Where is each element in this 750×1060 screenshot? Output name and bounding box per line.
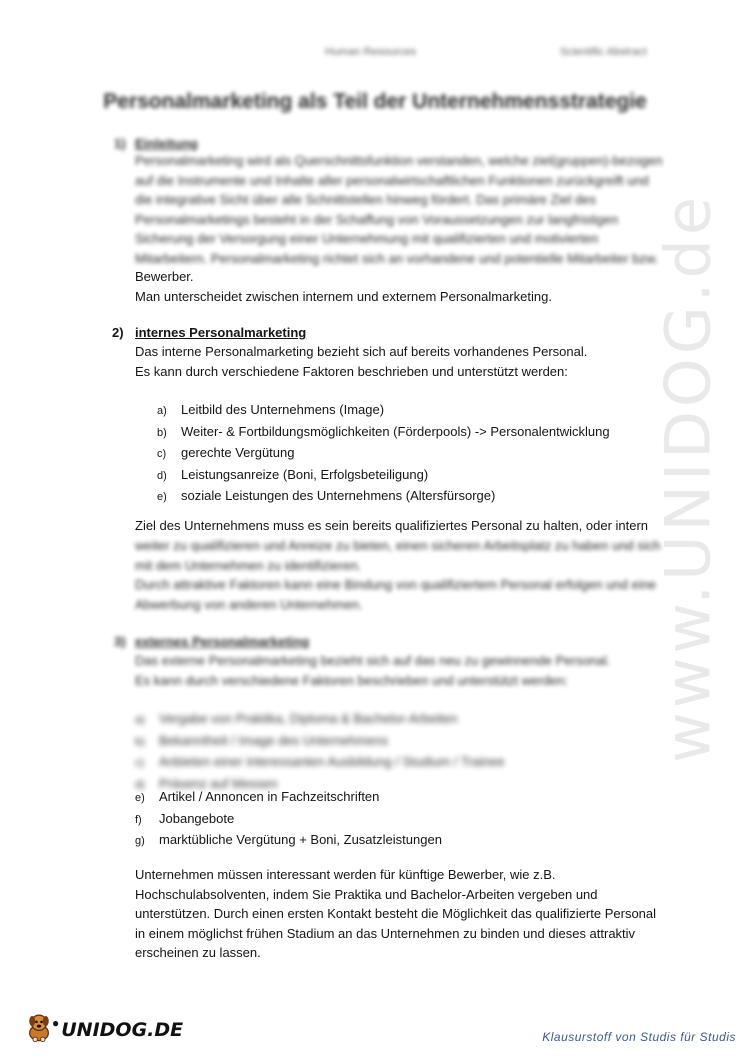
section-3-heading: externes Personalmarketing	[135, 634, 310, 649]
list-item	[157, 486, 677, 508]
header-right: Scientific Abstract	[560, 46, 647, 58]
text-line: auf die Instrumente und Inhalte aller personalwirtschaftlichen Funktionen zurückgreift und	[135, 172, 649, 188]
section-2-list	[157, 400, 677, 508]
logo-text: UNIDOG.DE	[61, 1018, 184, 1041]
list-text: Anbieten einer interessanten Ausbildung / Studium / Trainee	[159, 754, 505, 769]
list-marker: a)	[157, 405, 167, 417]
text-line: weiter zu qualifizieren und Anreize zu bieten, einen sicheren Arbeitsplatz zu haben und sich	[135, 538, 661, 553]
text-line: Mitarbeitern. Personalmarketing richtet sich an vorhandene und potentielle Mitarbeiter bzw.	[135, 250, 659, 266]
section-3-number: 3)	[114, 634, 126, 649]
text-line: Bewerber.	[135, 269, 194, 284]
unidog-logo[interactable]	[22, 1010, 183, 1049]
list-marker: f)	[135, 813, 142, 826]
list-text: gerechte Vergütung	[181, 445, 295, 460]
list-marker: b)	[135, 735, 145, 748]
list-item	[135, 830, 675, 852]
text-line: Es kann durch verschiedene Faktoren beschrieben und unterstützt werden:	[135, 672, 568, 688]
list-item	[157, 443, 677, 465]
list-item	[135, 731, 675, 753]
watermark: www.UNIDOG.de	[651, 193, 725, 763]
text-line: Das externe Personalmarketing bezieht sich auf das neu zu gewinnende Personal.	[135, 653, 611, 668]
list-text: Vergabe von Praktika, Diploma & Bachelor-Arbeiten	[159, 711, 458, 726]
text-line: Das interne Personalmarketing bezieht sich auf bereits vorhandenes Personal.	[135, 344, 588, 359]
text-line: mit dem Unternehmen zu identifizieren.	[135, 557, 362, 573]
section-1-blurred-text	[135, 151, 695, 268]
text-line: Personalmarketings besteht in der Schaffung von Voraussetzungen zur langfristigen	[135, 211, 619, 227]
list-text: Jobangebote	[159, 810, 235, 826]
list-item	[135, 709, 675, 731]
text-line: Durch attraktive Faktoren kann eine Bindung von qualifiziertem Personal erfolgen und eine	[135, 577, 657, 592]
text-line: Personalmarketing wird als Querschnittsfunktion verstanden, welche ziel(gruppen)-bezogen	[135, 153, 663, 168]
text-line: erscheinen zu lassen.	[135, 945, 261, 960]
list-item	[135, 787, 675, 809]
dog-mascot-icon	[22, 1010, 56, 1049]
list-marker: d)	[157, 469, 167, 482]
section-2-closing-blurred	[135, 536, 695, 614]
list-text: Weiter- & Fortbildungsmöglichkeiten (Förderpools) -> Personalentwicklung	[181, 423, 610, 439]
section-2-heading: internes Personalmarketing	[135, 325, 307, 340]
list-item	[157, 465, 677, 487]
section-1-clear-text	[135, 267, 695, 306]
list-marker: g)	[135, 835, 145, 847]
section-3-closing	[135, 865, 695, 963]
list-item	[135, 809, 675, 831]
list-text: soziale Leistungen des Unternehmens (Altersfürsorge)	[181, 488, 496, 503]
list-marker: a)	[135, 714, 145, 726]
section-3-intro	[135, 651, 695, 690]
text-line: unterstützen. Durch einen ersten Kontakt besteht die Möglichkeit das qualifizierte Personal	[135, 906, 657, 921]
text-line: die integrative Sicht über alle Schnittstellen hinweg fördert. Das primäre Ziel des	[135, 192, 597, 207]
list-text: marktübliche Vergütung + Boni, Zusatzleistungen	[159, 832, 442, 847]
list-marker: d)	[135, 778, 145, 791]
list-marker: e)	[135, 792, 145, 804]
section-2-intro	[135, 342, 695, 381]
text-line: Man unterscheidet zwischen internem und externem Personalmarketing.	[135, 288, 552, 304]
text-line: Hochschulabsolventen, indem Sie Praktika und Bachelor-Arbeiten vergeben und	[135, 886, 598, 902]
footer-tagline: Klausurstoff von Studis für Studis	[542, 1030, 736, 1044]
paw-icon: ●	[52, 1015, 60, 1030]
page-title: Personalmarketing als Teil der Unternehmensstrategie	[103, 90, 647, 113]
list-text: Leitbild des Unternehmens (Image)	[181, 402, 385, 417]
list-marker: e)	[157, 491, 167, 503]
text-line: Unternehmen müssen interessant werden für künftige Bewerber, wie z.B.	[135, 867, 556, 882]
section-1-number: 1)	[114, 136, 126, 151]
header-left: Human Resources	[325, 46, 417, 58]
text-line: Es kann durch verschiedene Faktoren beschrieben und unterstützt werden:	[135, 363, 568, 379]
list-text: Präsenz auf Messen	[159, 775, 278, 791]
list-text: Artikel / Annoncen in Fachzeitschriften	[159, 789, 380, 804]
section-3-list-blurred	[135, 709, 675, 795]
text-line: Sicherung der Versorgung einer Unternehmung mit qualifizierten und motivierten	[135, 231, 599, 246]
section-2-closing-clear: Ziel des Unternehmens muss es sein bereits qualifiziertes Personal zu halten, oder intern	[135, 518, 649, 533]
list-item	[135, 752, 675, 774]
list-item	[157, 422, 677, 444]
section-1-heading: Einleitung	[135, 136, 198, 151]
text-line: in einem möglichst frühen Stadium an das Unternehmen zu binden und dieses attraktiv	[135, 925, 636, 941]
text-line: Abwerbung von anderen Unternehmen.	[135, 596, 363, 612]
list-marker: b)	[157, 426, 167, 439]
list-marker: c)	[157, 448, 167, 460]
list-marker: c)	[135, 757, 145, 769]
list-item	[157, 400, 677, 422]
list-text: Leistungsanreize (Boni, Erfolgsbeteiligung)	[181, 466, 429, 482]
list-text: Bekanntheit / Image des Unternehmens	[159, 732, 389, 748]
section-2-number: 2)	[112, 325, 124, 340]
section-3-list	[135, 787, 675, 852]
